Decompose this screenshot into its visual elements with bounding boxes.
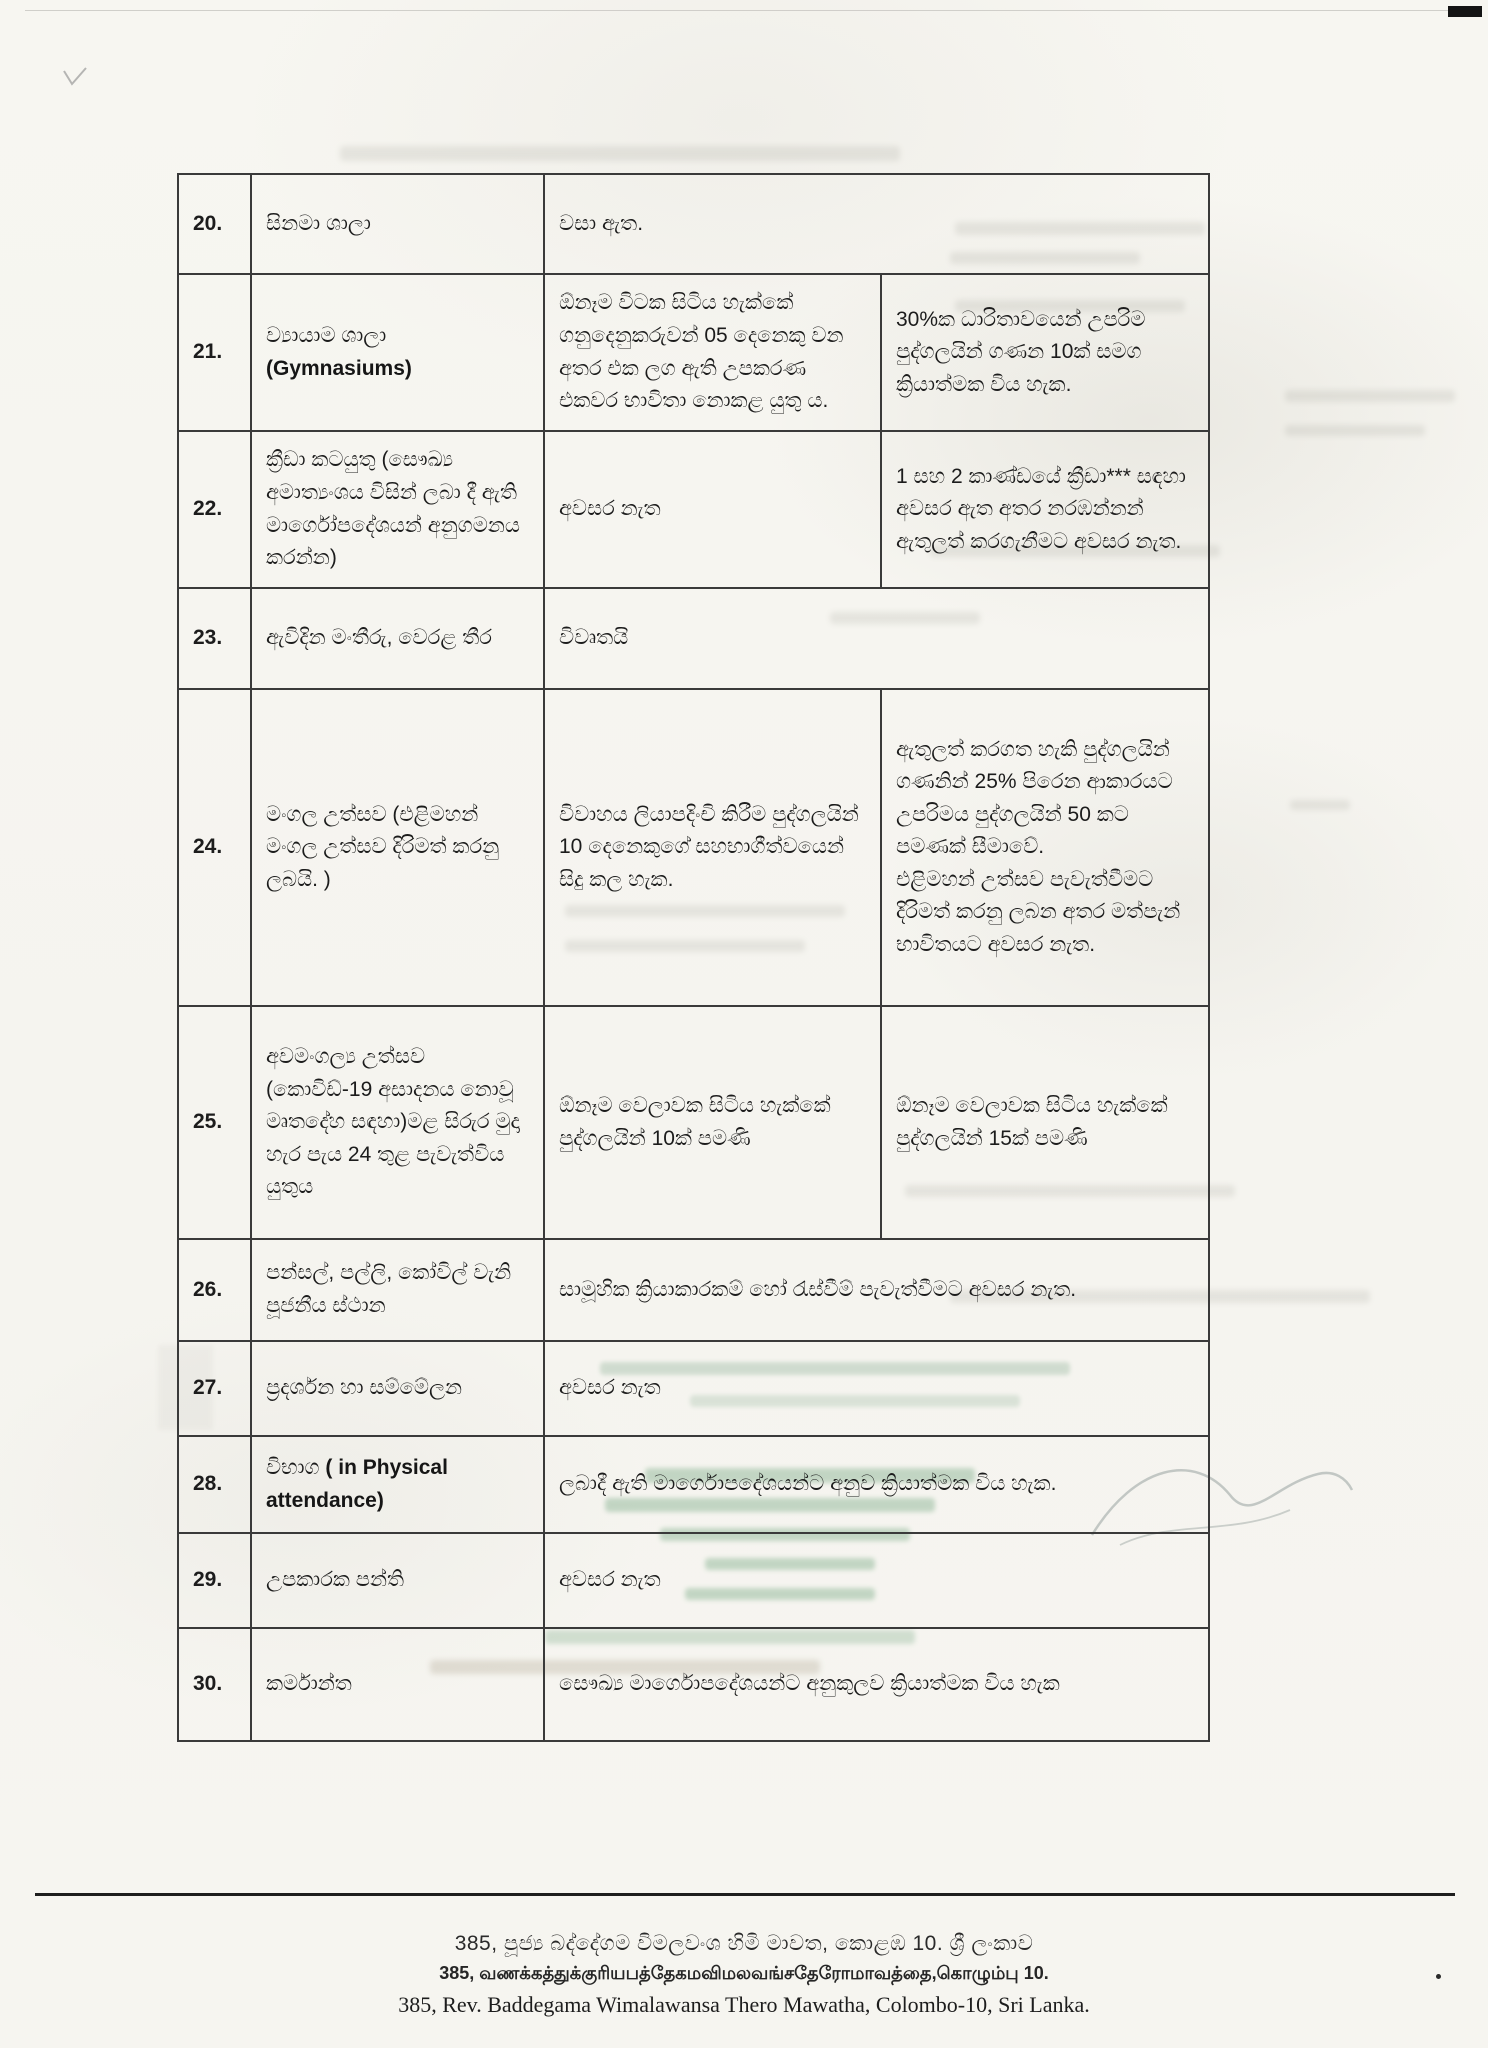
row-23-status: විවෘතයි — [544, 588, 1209, 689]
row-26-place: පන්සල්, පල්ලි, කෝවිල් වැනි පූජනීය ස්ථාන — [251, 1239, 544, 1341]
footer-address-sinhala: 385, පූජ්‍ය බද්දේගම විමලවංශ හිමි මාවත, කොළඹ 10. ශ්‍රී ලංකාව — [454, 1932, 1034, 1955]
row-28-number: 28. — [178, 1436, 251, 1533]
table-row-23 — [178, 588, 1209, 689]
scan-edge-bar — [1448, 6, 1482, 17]
pencil-check-mark — [62, 66, 88, 88]
row-28-place-english: ( in Physical attendance) — [266, 1455, 448, 1512]
table-row-25 — [178, 1006, 1209, 1239]
row-27-status: අවසර නැත — [544, 1341, 1209, 1436]
row-24-number: 24. — [178, 689, 251, 1006]
footer-divider-line — [35, 1893, 1455, 1896]
row-29-place: උපකාරක පන්ති — [251, 1533, 544, 1628]
row-21-place-sinhala: ව්‍යායාම ශාලා — [266, 323, 387, 347]
bleed-through-smudge — [1285, 390, 1455, 402]
table-row-22 — [178, 431, 1209, 588]
bleed-through-smudge — [1285, 425, 1425, 436]
scan-top-edge-line — [25, 10, 1455, 11]
row-29-number: 29. — [178, 1533, 251, 1628]
row-25-number: 25. — [178, 1006, 251, 1239]
row-27-number: 27. — [178, 1341, 251, 1436]
footer-address-tamil: 385, வணக்கத்துக்குரியபத்தேகமவிமலவங்சதேரோமாவத்தை,கொழும்பு 10. — [439, 1963, 1049, 1983]
bleed-through-smudge — [1290, 800, 1350, 810]
row-24-place: මංගල උත්සව (එළිමහන් මංගල උත්සව දිරිමත් කරනු ලබයි. ) — [251, 689, 544, 1006]
row-24-limit — [881, 689, 1209, 1006]
row-22-limit: 1 සහ 2 කාණ්ඩයේ ක්‍රීඩා*** සඳහා අවසර ඇත අතර නරඹන්නන් ඇතුලත් කරගැනීමට අවසර නැත. — [881, 431, 1209, 588]
row-22-number: 22. — [178, 431, 251, 588]
row-24-limit-paragraph-1: ඇතුලත් කරගත හැකි පුද්ගලයින් ගණනින් 25% පිරෙන ආකාරයට උපරිමය පුද්ගලයින් 50 කට පමණක් සීමාවේ. — [896, 737, 1173, 859]
table-row-20 — [178, 174, 1209, 274]
row-21-number: 21. — [178, 274, 251, 431]
restrictions-table — [177, 173, 1210, 1742]
row-27-place: ප්‍රදර්ශන හා සම්මේලන — [251, 1341, 544, 1436]
row-28-place-sinhala: විභාග — [266, 1455, 320, 1479]
table-row-29 — [178, 1533, 1209, 1628]
row-20-number: 20. — [178, 174, 251, 274]
row-25-limit: ඕනෑම වෙලාවක සිටිය හැක්කේ පුද්ගලයින් 15ක් පමණි — [881, 1006, 1209, 1239]
row-26-status: සාමූහික ක්‍රියාකාරකම් හෝ රැස්වීම් පැවැත්වීමට අවසර නැත. — [544, 1239, 1209, 1341]
table-row-28 — [178, 1436, 1209, 1533]
table-row-21 — [178, 274, 1209, 431]
table-row-26 — [178, 1239, 1209, 1341]
row-21-limit: 30%ක ධාරිතාවයෙන් උපරිම පුද්ගලයින් ගණන 10ක් සමග ක්‍රියාත්මක විය හැක. — [881, 274, 1209, 431]
row-25-condition: ඕනෑම වෙලාවක සිටිය හැක්කේ පුද්ගලයින් 10ක් පමණි — [544, 1006, 881, 1239]
row-20-place: සිනමා ශාලා — [251, 174, 544, 274]
row-25-place: අවමංගල්‍ය උත්සව (කොවිඩ්-19 අසාදනය නොවූ මෘතදේහ සඳහා)මළ සිරුර මුදා හැර පැය 24 තුළ පැවැත්විය යුතුය — [251, 1006, 544, 1239]
row-30-number: 30. — [178, 1628, 251, 1741]
row-28-place — [251, 1436, 544, 1533]
footer-address-english: 385, Rev. Baddegama Wimalawansa Thero Mawatha, Colombo-10, Sri Lanka. — [398, 1992, 1090, 2017]
ink-dot-artifact — [1436, 1974, 1441, 1979]
row-30-place: කර්මාන්ත — [251, 1628, 544, 1741]
row-24-condition: විවාහය ලියාපදිංචි කිරීම පුද්ගලයින් 10 දෙනෙකුගේ සහභාගීත්වයෙන් සිදු කල හැක. — [544, 689, 881, 1006]
bleed-through-smudge — [340, 146, 900, 161]
row-29-status: අවසර නැත — [544, 1533, 1209, 1628]
row-20-status: වසා ඇත. — [544, 174, 1209, 274]
row-21-place-english: (Gymnasiums) — [266, 356, 412, 380]
row-22-place: ක්‍රීඩා කටයුතු (සෞඛ්‍ය අමාත්‍යංශය විසින් ලබා දී ඇති මාර්ගෝපදේශයන් අනුගමනය කරන්න) — [251, 431, 544, 588]
row-23-number: 23. — [178, 588, 251, 689]
table-row-24 — [178, 689, 1209, 1006]
footer-address-block — [0, 1932, 1488, 2018]
row-24-limit-paragraph-2: එළිමහන් උත්සව පැවැත්වීමට දිරිමත් කරනු ලබන අතර මත්පැන් භාවිතයට අවසර නැත. — [896, 867, 1181, 956]
row-22-condition: අවසර නැත — [544, 431, 881, 588]
table-row-27 — [178, 1341, 1209, 1436]
table-row-30 — [178, 1628, 1209, 1741]
row-26-number: 26. — [178, 1239, 251, 1341]
row-21-condition: ඕනෑම විටක සිටිය හැක්කේ ගනුදෙනුකරුවන් 05 දෙනෙකු වන අතර එක ලග ඇති උපකරණ එකවර භාවිතා නොකළ යුතු ය. — [544, 274, 881, 431]
row-21-place — [251, 274, 544, 431]
row-23-place: ඇවිදින මංතීරු, වෙරළ තීර — [251, 588, 544, 689]
row-30-status: සෞඛ්‍ය මාර්ගොපදේශයන්ට අනුකුලව ක්‍රියාත්මක විය හැක — [544, 1628, 1209, 1741]
row-28-status: ලබාදී ඇති මාර්ගොපදේශයන්ට අනුව ක්‍රියාත්මක විය හැක. — [544, 1436, 1209, 1533]
